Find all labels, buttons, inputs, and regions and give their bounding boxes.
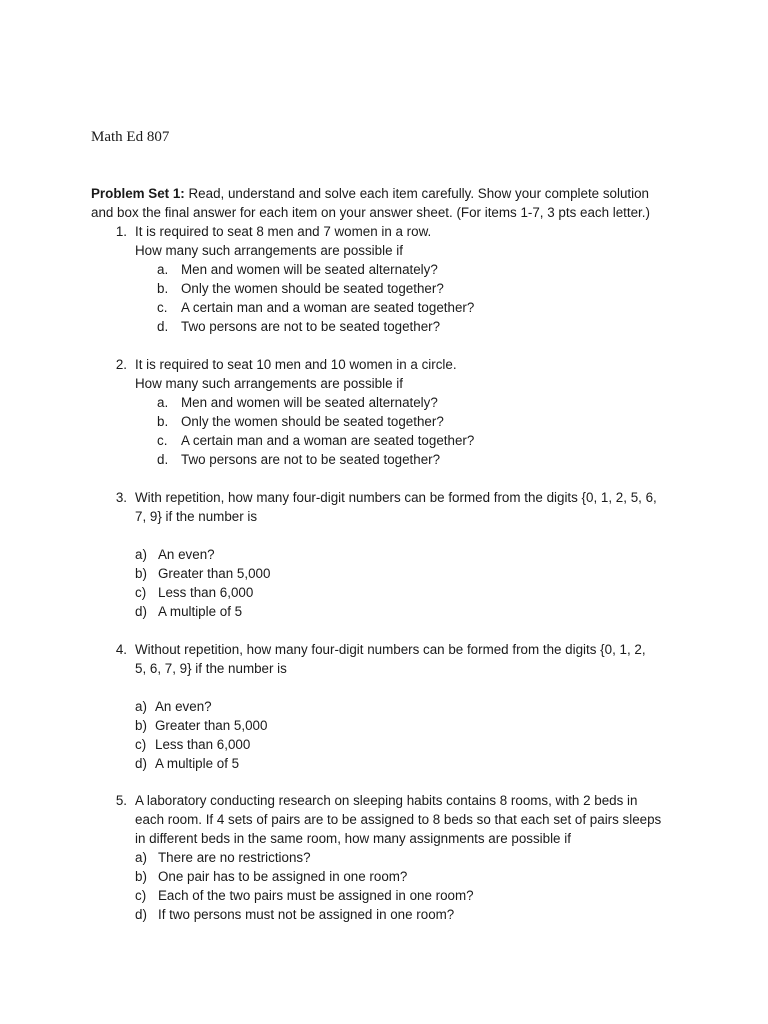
option-text: Less than 6,000 [158, 585, 254, 600]
course-title: Math Ed 807 [91, 129, 170, 145]
intro-line-2: and box the final answer for each item on your answer sheet. (For items 1-7, 3 pts each letter.) [91, 205, 650, 220]
problem-text: 7, 9} if the number is [135, 509, 258, 524]
problem-text: How many such arrangements are possible if [135, 243, 403, 258]
problem-text: Without repetition, how many four-digit numbers can be formed from the digits {0, 1, 2, [135, 642, 646, 657]
problem-text: A laboratory conducting research on sleeping habits contains 8 rooms, with 2 beds in [135, 793, 638, 808]
option-text: An even? [158, 547, 215, 562]
problem-text: With repetition, how many four-digit numbers can be formed from the digits {0, 1, 2, 5, 6, [135, 490, 657, 505]
option-label: a. [157, 262, 169, 277]
problem-number: 4. [115, 642, 127, 657]
option-text: Each of the two pairs must be assigned in one room? [158, 888, 474, 903]
option-text: Two persons are not to be seated together? [181, 319, 441, 334]
option-label: c) [135, 585, 147, 600]
problem-number: 3. [115, 490, 127, 505]
option-text: If two persons must not be assigned in one room? [158, 907, 455, 922]
option-label: d. [157, 319, 169, 334]
problem-number: 1. [115, 224, 127, 239]
option-label: b. [157, 414, 169, 429]
option-label: b) [135, 718, 147, 733]
option-text: Only the women should be seated together? [181, 414, 444, 429]
option-text: Two persons are not to be seated together? [181, 452, 441, 467]
option-label: d) [135, 756, 147, 771]
option-label: a) [135, 547, 147, 562]
option-text: Men and women will be seated alternately? [181, 395, 438, 410]
option-label: b) [135, 566, 147, 581]
option-text: There are no restrictions? [158, 850, 311, 865]
problem-set-label: Problem Set 1: [91, 186, 185, 201]
option-label: c. [157, 300, 168, 315]
option-label: d) [135, 907, 147, 922]
option-label: d. [157, 452, 169, 467]
problem-text: in different beds in the same room, how many assignments are possible if [135, 831, 571, 846]
option-text: A multiple of 5 [155, 756, 240, 771]
option-label: a. [157, 395, 169, 410]
option-label: a) [135, 850, 147, 865]
option-label: b) [135, 869, 147, 884]
option-label: c. [157, 433, 168, 448]
problem-text: How many such arrangements are possible if [135, 376, 403, 391]
problem-text: It is required to seat 8 men and 7 women in a row. [135, 224, 432, 239]
option-text: One pair has to be assigned in one room? [158, 869, 408, 884]
option-label: c) [135, 888, 147, 903]
problem-text: 5, 6, 7, 9} if the number is [135, 661, 287, 676]
option-text: A certain man and a woman are seated together? [181, 300, 475, 315]
option-text: An even? [155, 699, 212, 714]
problem-text: It is required to seat 10 men and 10 women in a circle. [135, 357, 457, 372]
option-label: a) [135, 699, 147, 714]
option-label: b. [157, 281, 169, 296]
option-text: Less than 6,000 [155, 737, 251, 752]
option-text: A multiple of 5 [158, 604, 243, 619]
problem-number: 2. [115, 357, 127, 372]
option-text: A certain man and a woman are seated together? [181, 433, 475, 448]
option-text: Only the women should be seated together? [181, 281, 444, 296]
option-text: Greater than 5,000 [158, 566, 271, 581]
intro-paragraph [91, 184, 701, 222]
problem-text: each room. If 4 sets of pairs are to be assigned to 8 beds so that each set of pairs sleeps [135, 812, 662, 827]
option-text: Greater than 5,000 [155, 718, 268, 733]
option-label: c) [135, 737, 147, 752]
intro-line-1: Read, understand and solve each item carefully. Show your complete solution [188, 186, 649, 201]
option-label: d) [135, 604, 147, 619]
problem-number: 5. [115, 793, 127, 808]
option-text: Men and women will be seated alternately? [181, 262, 438, 277]
